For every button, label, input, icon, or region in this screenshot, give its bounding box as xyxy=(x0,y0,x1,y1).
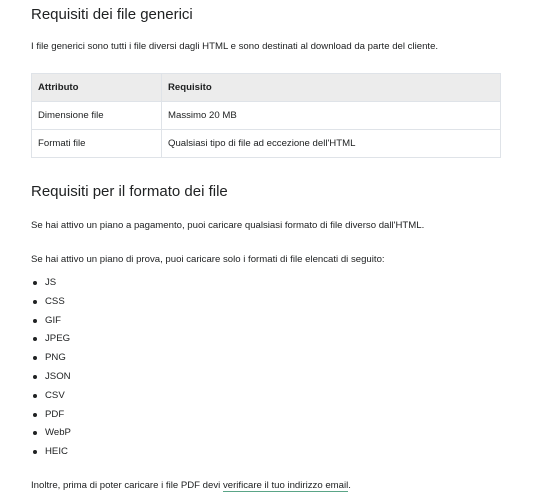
list-item xyxy=(31,295,71,314)
list-item xyxy=(31,332,71,351)
note-suffix: . xyxy=(348,480,351,491)
bullet-icon xyxy=(33,337,37,341)
format-label: PNG xyxy=(45,352,66,364)
table-header-row xyxy=(32,74,501,102)
table-cell-attribute: Dimensione file xyxy=(32,102,162,130)
allowed-formats-list xyxy=(31,276,71,464)
format-label: CSS xyxy=(45,295,65,307)
trial-plan-text: Se hai attivo un piano di prova, puoi caricare solo i formati di file elencati di seguito: xyxy=(31,254,385,265)
table-cell-attribute: Formati file xyxy=(32,130,162,158)
format-label: GIF xyxy=(45,314,61,326)
bullet-icon xyxy=(33,413,37,417)
list-item xyxy=(31,389,71,408)
pdf-verification-note xyxy=(31,479,351,493)
list-item xyxy=(31,314,71,333)
paid-plan-text: Se hai attivo un piano a pagamento, puoi caricare qualsiasi formato di file diverso dall'HTML. xyxy=(31,220,425,231)
list-item xyxy=(31,408,71,427)
bullet-icon xyxy=(33,281,37,285)
format-label: JS xyxy=(45,277,57,288)
list-item xyxy=(31,351,71,370)
bullet-icon xyxy=(33,375,37,379)
bullet-icon xyxy=(33,431,37,435)
bullet-icon xyxy=(33,319,37,323)
table-cell-requirement: Massimo 20 MB xyxy=(162,102,501,130)
format-label: JPEG xyxy=(45,333,71,345)
requirements-table xyxy=(31,73,501,158)
format-label: WebP xyxy=(45,427,71,439)
section-heading-generic-files: Requisiti dei file generici xyxy=(31,6,193,23)
table-header-requirement: Requisito xyxy=(162,74,501,102)
format-label: JSON xyxy=(45,370,71,382)
section-heading-file-format: Requisiti per il formato dei file xyxy=(31,183,228,200)
list-item xyxy=(31,445,71,464)
list-item xyxy=(31,426,71,445)
format-label: PDF xyxy=(45,408,65,420)
verify-email-link[interactable]: verificare il tuo indirizzo email xyxy=(222,480,349,491)
table-row xyxy=(32,102,501,130)
note-prefix: Inoltre, prima di poter caricare i file PDF devi xyxy=(31,480,223,491)
table-header-attribute: Attributo xyxy=(32,74,162,102)
list-item xyxy=(31,370,71,389)
generic-files-intro: I file generici sono tutti i file diversi dagli HTML e sono destinati al download da parte del cliente. xyxy=(31,41,439,52)
table-cell-requirement: Qualsiasi tipo di file ad eccezione dell'HTML xyxy=(162,130,501,158)
bullet-icon xyxy=(33,300,37,304)
bullet-icon xyxy=(33,394,37,398)
bullet-icon xyxy=(33,356,37,360)
format-label: HEIC xyxy=(45,446,68,458)
list-item xyxy=(31,276,71,295)
format-label: CSV xyxy=(45,389,65,401)
bullet-icon xyxy=(33,450,37,454)
table-row xyxy=(32,130,501,158)
